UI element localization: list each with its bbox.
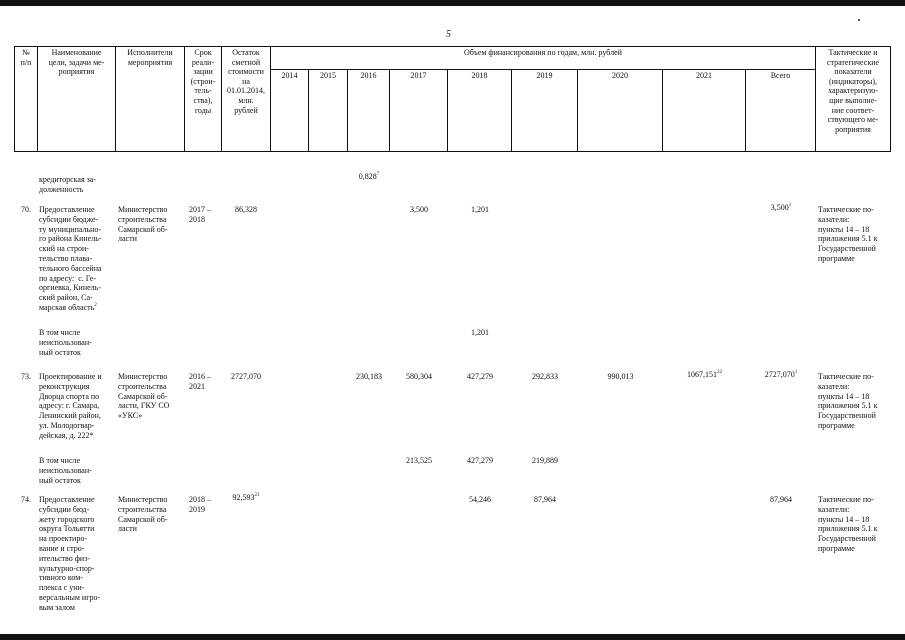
page-number: 5	[446, 29, 451, 40]
row-term: 2016 – 2021	[189, 372, 211, 391]
cell-2019: 219,889	[532, 456, 558, 465]
cell-2018: 427,279	[467, 456, 493, 465]
cell-2021: 1067,151$^{22}$	[687, 370, 722, 379]
row-number: 74.	[21, 495, 31, 504]
header-term: Срок реали- зации (строи- тель- ства), годы	[184, 46, 222, 152]
header-year-2020: 2020	[577, 69, 663, 152]
header-year-2018: 2018	[447, 69, 512, 152]
cell-2020: 990,013	[607, 372, 634, 381]
header-number: № п/п	[14, 46, 38, 152]
row-name: Предоставление субсидии бюдже- ту муниципально- го района Кинель- ский на строи- тельство плава- тельного бассейна по адресу: с. Ге- оргиевка, Кинель- ский район, Са- марская область$^2$	[39, 205, 102, 312]
scan-speck	[858, 19, 860, 21]
header-year-2015: 2015	[308, 69, 348, 152]
row-remaining-cost: 2727,070	[231, 372, 261, 381]
cell-2018: 427,279	[467, 372, 493, 381]
cell-2017: 213,525	[406, 456, 432, 465]
row-number: 70.	[21, 205, 31, 214]
cell-2018: 54,246	[469, 495, 491, 504]
cell-2018: 1,201	[471, 328, 489, 337]
cell-total: 87,964	[770, 495, 792, 504]
cell-total: 3,500$^1$	[770, 203, 792, 212]
header-remaining-cost: Остаток сметной стоимости на 01.01.2014, млн. рублей	[221, 46, 271, 152]
header-year-2017: 2017	[389, 69, 448, 152]
cell-2017: 580,304	[406, 372, 432, 381]
header-indicators: Тактические и стратегические показатели (индикаторы), характеризую- щие выполне- ние соответ- ствующего ме- роприятия	[815, 46, 891, 152]
cell-2017: 3,500	[410, 205, 428, 214]
header-year-2014: 2014	[270, 69, 309, 152]
row-name: кредиторская за- долженность	[39, 175, 96, 194]
row-executor: Министерство строительства Самарской об- ласти	[118, 495, 168, 534]
row-executor: Министерство строительства Самарской об- ласти, ГКУ СО «УКС»	[118, 372, 170, 421]
row-term: 2017 – 2018	[189, 205, 211, 224]
header-total: Всего	[745, 69, 816, 152]
row-term: 2018 – 2019	[189, 495, 211, 514]
header-funding-group: Объем финансирования по годам, млн. рублей	[270, 46, 816, 70]
row-name: Предоставление субсидии бюд- жету городского округа Тольятти на проектиро- вание и стро- ительство физ- культурно-спор- тивного ком- плекса с уни- версальным игро- вым залом	[39, 495, 101, 612]
cell-2019: 87,964	[534, 495, 556, 504]
top-border	[0, 0, 905, 6]
row-name: Проектирование и реконструкция Дворца спорта по адресу: г. Самара, Ленинский район, ул. Молодогвар- дейская, д. 222*	[39, 372, 102, 440]
row-number: 73.	[21, 372, 31, 381]
bottom-border	[0, 634, 905, 640]
row-name: В том числе неиспользован- ный остаток	[39, 328, 92, 357]
header-executors: Исполнители мероприятия	[115, 46, 185, 152]
row-indicators: Тактические по- казатели: пункты 14 – 18 приложения 5.1 к Государственной программе	[818, 205, 878, 263]
header-year-2019: 2019	[511, 69, 578, 152]
row-executor: Министерство строительства Самарской об- ласти	[118, 205, 168, 244]
row-indicators: Тактические по- казатели: пункты 14 – 18 приложения 5.1 к Государственной программе	[818, 372, 878, 430]
row-remaining-cost: 92,593$^{21}$	[232, 493, 260, 502]
header-year-2016: 2016	[347, 69, 390, 152]
header-year-2021: 2021	[662, 69, 746, 152]
cell-2016: 230,183	[356, 372, 382, 381]
cell-total: 2727,070$^1$	[764, 370, 798, 379]
header-name: Наименование цели, задачи ме- роприятия	[37, 46, 116, 152]
cell-2018: 1,201	[471, 205, 489, 214]
row-remaining-cost: 86,328	[235, 205, 257, 214]
cell-2019: 292,833	[532, 372, 558, 381]
row-indicators: Тактические по- казатели: пункты 14 – 18 приложения 5.1 к Государственной программе	[818, 495, 878, 553]
cell-2016: 0,828$^7$	[358, 172, 380, 181]
row-name: В том числе неиспользован- ный остаток	[39, 456, 92, 485]
